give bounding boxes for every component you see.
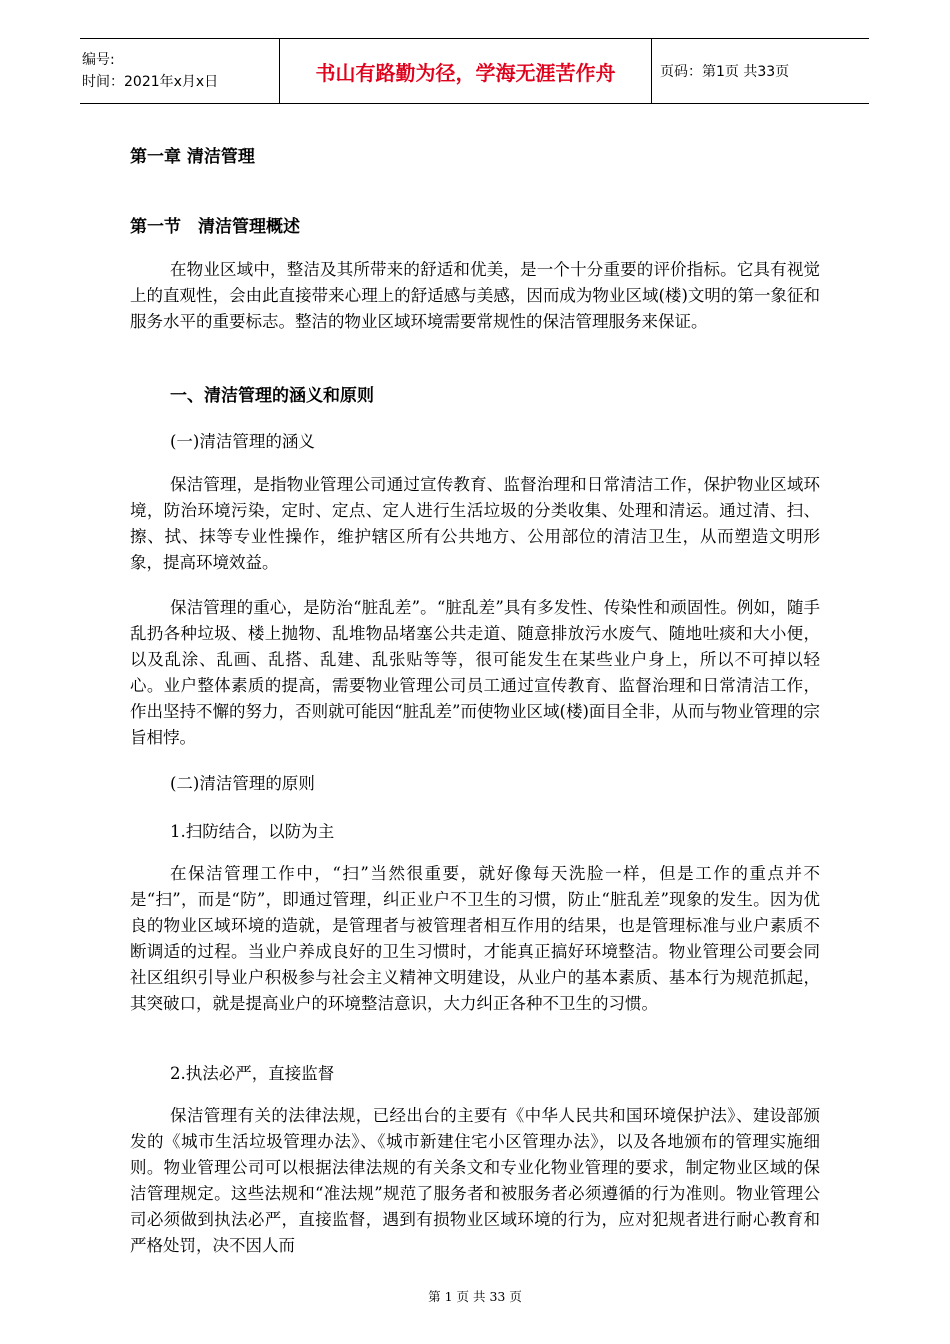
paragraph-4: 保洁管理有关的法律法规，已经出台的主要有《中华人民共和国环境保护法》、建设部颁发的《城市生活垃圾管理办法》、《城市新建住宅小区管理办法》，以及各地颁布的管理实施细则。物业管理公司可以根据法律法规的有关条文和专业化物业管理的要求，制定物业区域的保洁管理规定。这些法规和“准法规”规范了服务者和被服务者必须遵循的行为准则。物业管理公司必须做到执法必严，直接监督，遇到有损物业区域环境的行为，应对犯规者进行耐心教育和严格处罚，决不因人而	[130, 1106, 820, 1255]
intro-paragraph: 在物业区域中，整洁及其所带来的舒适和优美，是一个十分重要的评价指标。它具有视觉上的直观性，会由此直接带来心理上的舒适感与美感，因而成为物业区域(楼)文明的第一象征和服务水平的重要标志。整洁的物业区域环境需要常规性的保洁管理服务来保证。	[130, 260, 820, 331]
motto-text: 书山有路勤为径，学海无涯苦作舟	[315, 60, 616, 85]
subheading-2: (二)清洁管理的原则	[170, 774, 315, 793]
heading-1: 一、清洁管理的涵义和原则	[170, 386, 374, 406]
page-info: 页码：第1页 共33页	[660, 64, 790, 80]
header-page-cell	[652, 39, 869, 103]
item-1: 1.扫防结合，以防为主	[170, 822, 335, 841]
number-label: 编号:	[82, 52, 115, 68]
subheading-1: (一)清洁管理的涵义	[170, 432, 315, 451]
section-title: 第一节 清洁管理概述	[130, 217, 300, 237]
paragraph-2: 保洁管理的重心，是防治“脏乱差”。“脏乱差”具有多发性、传染性和顽固性。例如，随手乱扔各种垃圾、楼上抛物、乱堆物品堵塞公共走道、随意排放污水废气、随地吐痰和大小便，以及乱涂、乱画、乱搭、乱建、乱张贴等等，很可能发生在某些业户身上，所以不可掉以轻心。业户整体素质的提高，需要物业管理公司员工通过宣传教育、监督治理和日常清洁工作，作出坚持不懈的努力，否则就可能因“脏乱差”而使物业区域(楼)面目全非，从而与物业管理的宗旨相悖。	[130, 598, 820, 747]
item-2: 2.执法必严，直接监督	[170, 1064, 335, 1083]
header-motto-cell	[280, 39, 652, 103]
date-label: 时间：2021年x月x日	[82, 74, 219, 90]
paragraph-3: 在保洁管理工作中，“扫”当然很重要，就好像每天洗脸一样，但是工作的重点并不是“扫”，而是“防”，即通过管理，纠正业户不卫生的习惯，防止“脏乱差”现象的发生。因为优良的物业区域环境的造就，是管理者与被管理者相互作用的结果，也是管理标准与业户素质不断调适的过程。当业户养成良好的卫生习惯时，才能真正搞好环境整洁。物业管理公司要会同社区组织引导业户积极参与社会主义精神文明建设，从业户的基本素质、基本行为规范抓起，其突破口，就是提高业户的环境整洁意识，大力纠正各种不卫生的习惯。	[130, 864, 820, 1013]
page-footer: 第 1 页 共 33 页	[428, 1289, 522, 1304]
chapter-title: 第一章 清洁管理	[130, 147, 255, 167]
header-table	[80, 38, 869, 104]
header-left-cell	[80, 39, 280, 103]
paragraph-1: 保洁管理，是指物业管理公司通过宣传教育、监督治理和日常清洁工作，保护物业区域环境，防治环境污染，定时、定点、定人进行生活垃圾的分类收集、处理和清运。通过清、扫、擦、拭、抹等专业性操作，维护辖区所有公共地方、公用部位的清洁卫生，从而塑造文明形象，提高环境效益。	[130, 475, 820, 572]
